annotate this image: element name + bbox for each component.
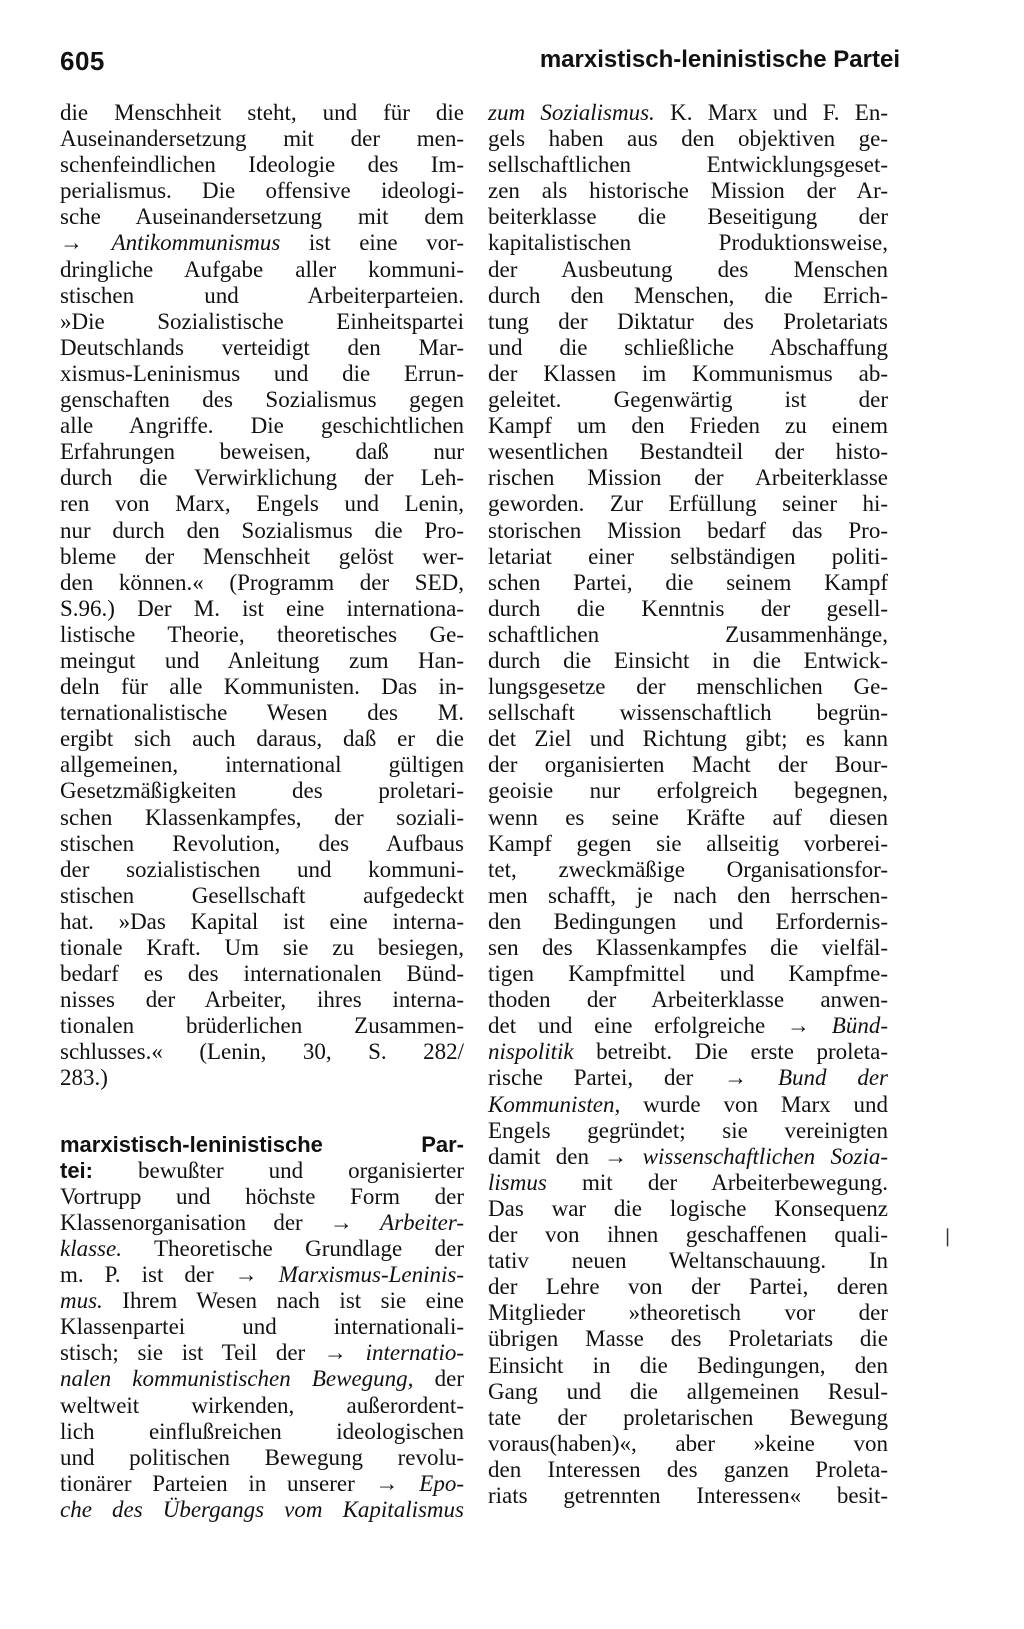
left-column xyxy=(60,100,464,1523)
text-run: sellschaftlichen Entwicklungsgeset- xyxy=(488,152,888,178)
text-line xyxy=(488,1222,888,1248)
cross-reference: internatio- xyxy=(365,1340,464,1366)
cross-reference: nispolitik xyxy=(488,1039,574,1065)
text-run: genschaften des Sozialismus gegen xyxy=(60,387,464,413)
text-run: geoisie nur erfolgreich begegnen, xyxy=(488,778,888,804)
text-line xyxy=(60,1340,464,1366)
cross-reference: che des Übergangs vom Kapitalismus xyxy=(60,1496,464,1522)
text-run: schaftlichen Zusammenhänge, xyxy=(488,621,888,647)
text-run: det Ziel und Richtung gibt; es kann xyxy=(488,726,888,752)
text-line xyxy=(488,700,888,726)
text-line xyxy=(60,178,464,204)
text-run: der Ausbeutung des Menschen xyxy=(488,256,888,282)
text-run: Ihrem Wesen nach ist sie eine xyxy=(102,1288,464,1314)
text-run: durch die Kenntnis der gesell- xyxy=(488,595,888,621)
text-line xyxy=(488,126,888,152)
text-line xyxy=(488,961,888,987)
text-line xyxy=(488,674,888,700)
text-run: Theoretische Grundlage der xyxy=(121,1235,464,1261)
text-run: mit der Arbeiterbewegung. xyxy=(546,1169,888,1195)
text-line xyxy=(488,570,888,596)
text-run: tionalen brüderlichen Zusammen- xyxy=(60,1013,464,1039)
text-run: ternationalistische Wesen des M. xyxy=(60,700,464,726)
text-run: thoden der Arbeiterklasse anwen- xyxy=(488,987,888,1013)
text-run: tativ neuen Weltanschauung. In xyxy=(488,1248,888,1274)
text-line xyxy=(60,1065,464,1091)
text-line xyxy=(488,178,888,204)
text-line xyxy=(60,1393,464,1419)
text-line xyxy=(60,1132,464,1158)
text-line xyxy=(488,1405,888,1431)
text-line xyxy=(488,204,888,230)
text-line xyxy=(60,230,464,256)
text-run: den können.« (Programm der SED, xyxy=(60,569,464,595)
continuation-paragraph xyxy=(60,100,464,1092)
text-line xyxy=(488,1326,888,1352)
text-line xyxy=(60,752,464,778)
text-run: der organisierten Macht der Bour- xyxy=(488,752,888,778)
text-line xyxy=(488,935,888,961)
text-run: → xyxy=(60,230,112,256)
cross-reference: Arbeiter- xyxy=(380,1209,464,1235)
text-run: tung der Diktatur des Proletariats xyxy=(488,308,888,334)
text-run: Kampf gegen sie allseitig vorberei- xyxy=(488,830,888,856)
text-run: tet, zweckmäßige Organisationsfor- xyxy=(488,856,888,882)
text-line xyxy=(60,439,464,465)
text-line xyxy=(60,1314,464,1340)
text-run: die Menschheit steht, und für die xyxy=(60,100,464,125)
text-run: lich einflußreichen ideologischen xyxy=(60,1418,464,1444)
text-line xyxy=(488,1196,888,1222)
text-line xyxy=(60,387,464,413)
text-line xyxy=(488,596,888,622)
text-run: schlusses.« (Lenin, 30, S. 282/ xyxy=(60,1039,464,1065)
text-run: storischen Mission bedarf das Pro- xyxy=(488,517,888,543)
text-run: tionärer Parteien in unserer → xyxy=(60,1470,420,1496)
text-run: Klassenpartei und internationali- xyxy=(60,1314,464,1340)
text-line xyxy=(60,961,464,987)
text-line xyxy=(60,805,464,831)
text-run: sche Auseinandersetzung mit dem xyxy=(60,204,464,230)
text-run: bedarf es des internationalen Bünd- xyxy=(60,961,464,987)
text-line xyxy=(60,674,464,700)
text-line xyxy=(488,387,888,413)
text-line xyxy=(60,1497,464,1523)
text-line xyxy=(488,439,888,465)
text-run: weltweit wirkenden, außerordent- xyxy=(60,1392,464,1418)
running-head: marxistisch-leninistische Partei xyxy=(539,46,900,73)
text-run: Erfahrungen beweisen, daß nur xyxy=(60,439,464,465)
text-line xyxy=(60,544,464,570)
text-line xyxy=(488,1274,888,1300)
text-run: men schafft, je nach den herrschen- xyxy=(488,882,888,908)
text-run: listische Theorie, theoretisches Ge- xyxy=(60,621,464,647)
text-run: schen Partei, die seinem Kampf xyxy=(488,569,888,595)
text-line xyxy=(60,726,464,752)
entry-continuation xyxy=(488,100,888,1509)
text-line xyxy=(488,361,888,387)
text-line xyxy=(488,1170,888,1196)
text-line xyxy=(488,909,888,935)
text-line xyxy=(488,1300,888,1326)
text-line xyxy=(488,778,888,804)
text-run: übrigen Masse des Proletariats die xyxy=(488,1326,888,1352)
text-run: geleitet. Gegenwärtig ist der xyxy=(488,387,888,413)
text-run: meingut und Anleitung zum Han- xyxy=(60,647,464,673)
text-line xyxy=(60,518,464,544)
text-run: bewußter und organisierter xyxy=(93,1157,464,1183)
text-line xyxy=(60,778,464,804)
text-line xyxy=(60,1262,464,1288)
text-line xyxy=(488,1118,888,1144)
text-line xyxy=(60,1236,464,1262)
text-run: ist eine vor- xyxy=(280,230,464,256)
text-run: Gesetzmäßigkeiten des proletari- xyxy=(60,778,464,804)
text-run: damit den → xyxy=(488,1143,643,1169)
text-line xyxy=(60,100,464,126)
page-number: 605 xyxy=(60,46,105,76)
text-line xyxy=(60,883,464,909)
cross-reference: wissenschaftlichen Sozia- xyxy=(642,1143,888,1169)
text-run: stisch; sie ist Teil der → xyxy=(60,1340,366,1366)
text-line xyxy=(60,831,464,857)
text-run: kapitalistischen Produktionsweise, xyxy=(488,230,888,256)
text-run: der Klassen im Kommunismus ab- xyxy=(488,360,888,386)
text-run: Gang und die allgemeinen Resul- xyxy=(488,1378,888,1404)
entry-headword: tei: xyxy=(60,1157,93,1183)
text-line xyxy=(60,1471,464,1497)
text-run: durch den Menschen, die Errich- xyxy=(488,282,888,308)
text-line xyxy=(488,1379,888,1405)
text-line xyxy=(488,622,888,648)
text-run: Kampf um den Frieden zu einem xyxy=(488,413,888,439)
text-run: schenfeindlichen Ideologie des Im- xyxy=(60,152,464,178)
text-line xyxy=(60,152,464,178)
cross-reference: Bünd- xyxy=(831,1013,888,1039)
text-run: Mitglieder »theoretisch vor der xyxy=(488,1300,888,1326)
text-line xyxy=(60,465,464,491)
text-line xyxy=(488,1065,888,1091)
text-run: rische Partei, der → xyxy=(488,1065,778,1091)
text-run: Auseinandersetzung mit der men- xyxy=(60,126,464,152)
text-run: nur durch den Sozialismus die Pro- xyxy=(60,517,464,543)
text-line xyxy=(60,857,464,883)
text-line xyxy=(488,1248,888,1274)
text-run: betreibt. Die erste proleta- xyxy=(573,1039,888,1065)
cross-reference: Marxismus-Leninis- xyxy=(278,1262,464,1288)
text-run: dringliche Aufgabe aller kommuni- xyxy=(60,256,464,282)
text-run: m. P. ist der → xyxy=(60,1262,279,1288)
text-line xyxy=(60,361,464,387)
text-line xyxy=(488,1431,888,1457)
text-run: und politischen Bewegung revolu- xyxy=(60,1444,464,1470)
text-line xyxy=(60,1445,464,1471)
text-line xyxy=(60,700,464,726)
text-run: tate der proletarischen Bewegung xyxy=(488,1404,888,1430)
text-line xyxy=(60,1210,464,1236)
text-line xyxy=(60,1366,464,1392)
text-line xyxy=(488,648,888,674)
right-column xyxy=(488,100,888,1509)
text-line xyxy=(488,1039,888,1065)
text-run: wurde von Marx und xyxy=(620,1091,888,1117)
text-line xyxy=(488,752,888,778)
text-run: der xyxy=(413,1366,464,1392)
text-line xyxy=(60,204,464,230)
text-line xyxy=(60,257,464,283)
text-line xyxy=(60,596,464,622)
text-line xyxy=(60,335,464,361)
text-run: tionale Kraft. Um sie zu besiegen, xyxy=(60,935,464,960)
text-line xyxy=(488,883,888,909)
text-run: tigen Kampfmittel und Kampfme- xyxy=(488,961,888,987)
text-run: allgemeinen, international gültigen xyxy=(60,752,464,778)
text-line xyxy=(60,935,464,961)
text-line xyxy=(488,857,888,883)
text-line xyxy=(488,491,888,517)
text-run: der sozialistischen und kommuni- xyxy=(60,856,464,882)
cross-reference: mus. xyxy=(60,1288,103,1314)
text-line xyxy=(488,1353,888,1379)
cross-reference: Kommunisten, xyxy=(488,1091,621,1117)
text-line xyxy=(60,491,464,517)
text-run: xismus-Leninismus und die Errun- xyxy=(60,360,464,386)
text-line xyxy=(60,622,464,648)
text-line xyxy=(488,309,888,335)
text-run: der von ihnen geschaffenen quali- xyxy=(488,1222,888,1248)
text-run: rischen Mission der Arbeiterklasse xyxy=(488,465,888,491)
text-run: nisses der Arbeiter, ihres interna- xyxy=(60,987,464,1013)
text-line xyxy=(60,1288,464,1314)
text-line xyxy=(60,126,464,152)
text-line xyxy=(60,987,464,1013)
text-run: voraus(haben)«, aber »keine von xyxy=(488,1430,888,1456)
text-run: K. Marx und F. En- xyxy=(654,100,888,125)
text-run: schen Klassenkampfes, der soziali- xyxy=(60,804,464,830)
text-line xyxy=(488,1144,888,1170)
text-run: »Die Sozialistische Einheitspartei xyxy=(60,308,464,334)
text-line xyxy=(60,1039,464,1065)
text-run: Vortrupp und höchste Form der xyxy=(60,1183,464,1209)
cross-reference: Epo- xyxy=(419,1470,464,1496)
text-line xyxy=(488,544,888,570)
text-line xyxy=(488,987,888,1013)
text-run: Klassenorganisation der → xyxy=(60,1209,381,1235)
text-line xyxy=(488,805,888,831)
text-run: wenn es seine Kräfte auf diesen xyxy=(488,804,888,830)
entry-spacer xyxy=(60,1092,464,1132)
text-run: der Lehre von der Partei, deren xyxy=(488,1274,888,1300)
text-run: bleme der Menschheit gelöst wer- xyxy=(60,543,464,569)
text-run: Deutschlands verteidigt den Mar- xyxy=(60,334,464,360)
entry-headword: marxistisch-leninistische Par- xyxy=(60,1131,464,1157)
text-run: den Interessen des ganzen Proleta- xyxy=(488,1456,888,1482)
text-run: Einsicht in die Bedingungen, den xyxy=(488,1352,888,1378)
text-run: beiterklasse die Beseitigung der xyxy=(488,204,888,230)
cross-reference: klasse. xyxy=(60,1235,122,1261)
text-run: stischen Revolution, des Aufbaus xyxy=(60,830,464,856)
text-run: den Bedingungen und Erfordernis- xyxy=(488,908,888,934)
text-run: ergibt sich auch daraus, daß er die xyxy=(60,726,464,752)
cross-reference: Antikommunismus xyxy=(111,230,281,256)
text-line xyxy=(488,726,888,752)
cross-reference: Bund der xyxy=(777,1065,888,1091)
text-line xyxy=(60,309,464,335)
cross-reference: nalen kommunistischen Bewegung, xyxy=(60,1366,414,1392)
text-run: zen als historische Mission der Ar- xyxy=(488,178,888,204)
dictionary-entry-marxistisch-leninistische-partei xyxy=(60,1132,464,1523)
text-run: Engels gegründet; sie vereinigten xyxy=(488,1117,888,1143)
cross-reference: zum Sozialismus. xyxy=(488,100,655,125)
text-line xyxy=(488,831,888,857)
text-line xyxy=(60,648,464,674)
text-line xyxy=(60,1419,464,1445)
text-run: durch die Verwirklichung der Leh- xyxy=(60,465,464,491)
text-line xyxy=(60,570,464,596)
cross-reference: lismus xyxy=(488,1169,547,1195)
text-line xyxy=(60,283,464,309)
text-run: sen des Klassenkampfes die vielfäl- xyxy=(488,935,888,960)
text-run: deln für alle Kommunisten. Das in- xyxy=(60,674,464,700)
text-line xyxy=(60,413,464,439)
text-line xyxy=(60,909,464,935)
text-line xyxy=(488,1483,888,1509)
text-line xyxy=(488,230,888,256)
text-line xyxy=(488,1013,888,1039)
text-run: sellschaft wissenschaftlich begrün- xyxy=(488,700,888,726)
text-run: durch die Einsicht in die Entwick- xyxy=(488,647,888,673)
text-run: ren von Marx, Engels und Lenin, xyxy=(60,491,464,517)
text-line xyxy=(488,257,888,283)
text-run: letariat einer selbständigen politi- xyxy=(488,543,888,569)
text-run: geworden. Zur Erfüllung seiner hi- xyxy=(488,491,888,517)
text-line xyxy=(488,152,888,178)
text-line xyxy=(60,1184,464,1210)
scan-mark: ❘ xyxy=(940,1226,956,1246)
text-run: und die schließliche Abschaffung xyxy=(488,334,888,360)
text-run: 283.) xyxy=(60,1065,108,1091)
text-run: riats getrennten Interessen« besit- xyxy=(488,1482,888,1508)
text-run: alle Angriffe. Die geschichtlichen xyxy=(60,413,464,439)
text-run: perialismus. Die offensive ideologi- xyxy=(60,178,464,204)
text-line xyxy=(488,518,888,544)
text-line xyxy=(488,335,888,361)
text-line xyxy=(60,1158,464,1184)
text-line xyxy=(488,100,888,126)
text-run: lungsgesetze der menschlichen Ge- xyxy=(488,674,888,700)
text-line xyxy=(488,1457,888,1483)
text-run: S.96.) Der M. ist eine internationa- xyxy=(60,595,464,621)
text-line xyxy=(488,465,888,491)
text-run: stischen Gesellschaft aufgedeckt xyxy=(60,882,464,908)
text-line xyxy=(488,283,888,309)
text-line xyxy=(60,1013,464,1039)
text-run: wesentlichen Bestandteil der histo- xyxy=(488,439,888,465)
text-run: stischen und Arbeiterparteien. xyxy=(60,282,464,308)
text-line xyxy=(488,413,888,439)
text-run: det und eine erfolgreiche → xyxy=(488,1013,832,1039)
text-run: hat. »Das Kapital ist eine interna- xyxy=(60,908,464,934)
text-line xyxy=(488,1092,888,1118)
text-run: gels haben aus den objektiven ge- xyxy=(488,126,888,152)
text-run: Das war die logische Konsequenz xyxy=(488,1195,888,1221)
